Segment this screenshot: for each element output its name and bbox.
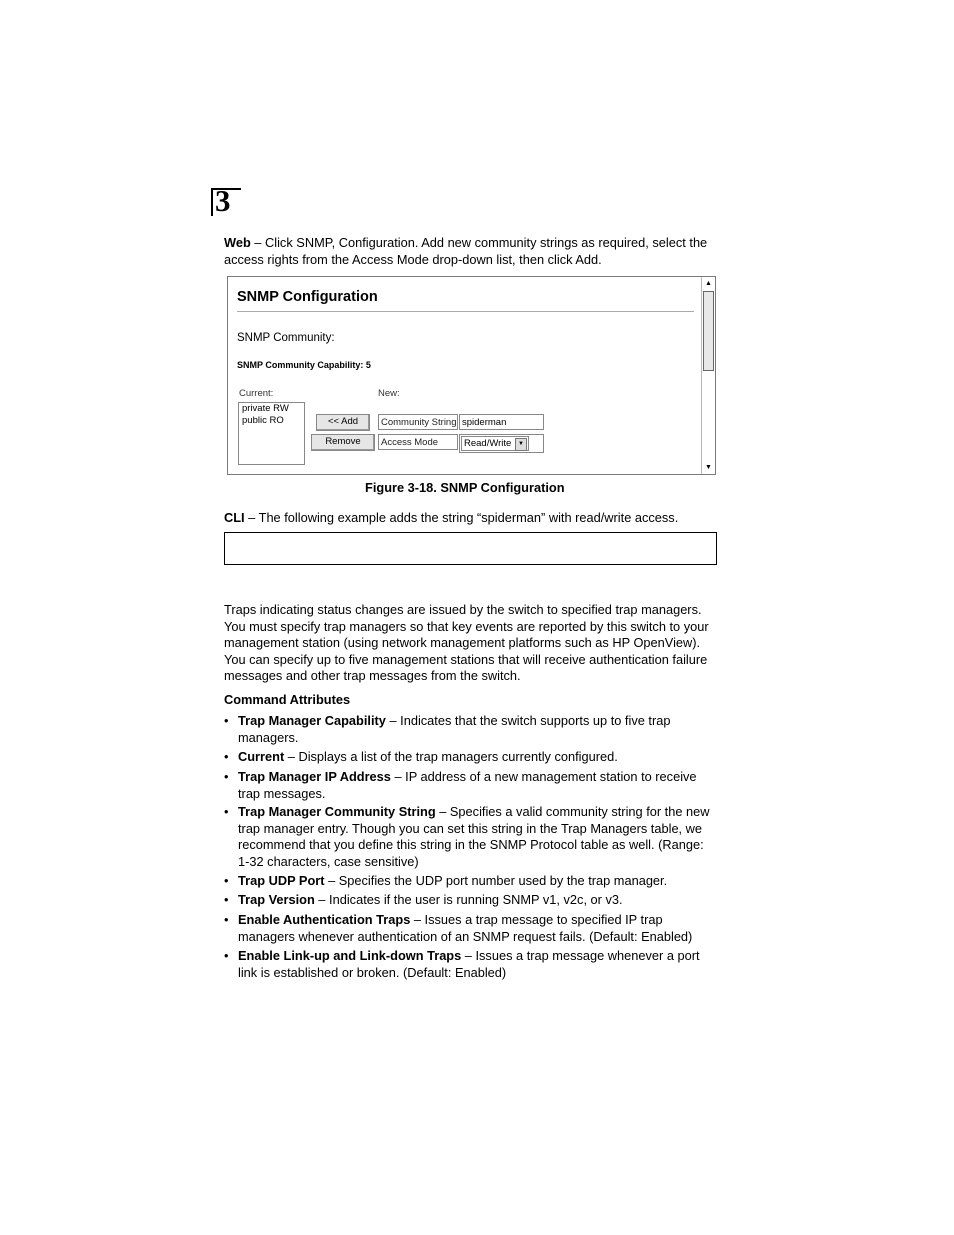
access-mode-value: Read/Write [464, 438, 512, 449]
list-item [224, 892, 716, 909]
cli-instructions [224, 510, 716, 527]
chevron-down-icon[interactable]: ▼ [515, 438, 527, 451]
attribute-term: Enable Link-up and Link-down Traps [238, 948, 462, 963]
list-item [224, 769, 716, 802]
attribute-term: Trap Manager Community String [238, 804, 436, 819]
cli-text: – The following example adds the string “spiderman” with read/write access. [244, 510, 679, 525]
attribute-term: Trap Manager IP Address [238, 769, 391, 784]
access-mode-select[interactable] [461, 436, 529, 451]
title-divider [237, 311, 694, 312]
list-item [224, 804, 716, 870]
traps-description: Traps indicating status changes are issued by the switch to specified trap managers. You must specify trap managers so that key events are reported by this switch to your management station (using network management platforms such as HP OpenView). You can specify up to five management stations that will receive authentication failure messages and other trap messages from the switch. [224, 602, 709, 683]
scroll-up-icon[interactable]: ▲ [705, 280, 712, 287]
web-instructions [224, 235, 716, 268]
attribute-desc: – Indicates that the switch supports up to five trap managers. [238, 713, 671, 745]
command-attributes-heading: Command Attributes [224, 692, 351, 707]
snmp-config-screenshot [227, 276, 716, 475]
web-text: – Click SNMP, Configuration. Add new community strings as required, select the access rights from the Access Mode drop-down list, then click Add. [224, 235, 708, 267]
scroll-down-icon[interactable]: ▼ [705, 464, 712, 471]
attribute-desc: – IP address of a new management station to receive trap messages. [238, 769, 697, 801]
vertical-scrollbar[interactable] [701, 277, 715, 474]
attribute-desc: – Issues a trap message to specified IP trap managers whenever authentication of an SNMP request fails. (Default: Enabled) [238, 912, 693, 944]
page-title: SNMP Configuration [237, 289, 378, 305]
bullet: • [224, 804, 229, 819]
bullet: • [224, 713, 229, 728]
attribute-desc: – Indicates if the user is running SNMP v1, v2c, or v3. [314, 892, 623, 907]
scrollbar-thumb[interactable] [703, 291, 714, 371]
community-string-label: Community String [378, 414, 458, 430]
cli-lead: CLI [224, 510, 245, 525]
attribute-desc: – Specifies the UDP port number used by the trap manager. [324, 873, 668, 888]
current-community-list[interactable] [238, 402, 305, 465]
chapter-number-text: 3 [215, 183, 231, 218]
figure-caption: Figure 3-18. SNMP Configuration [365, 480, 565, 495]
current-label: Current: [239, 388, 274, 399]
attribute-desc: – Issues a trap message whenever a port link is established or broken. (Default: Enabled) [238, 948, 700, 980]
bullet: • [224, 948, 229, 963]
attribute-term: Trap Version [238, 892, 315, 907]
community-string-input[interactable]: spiderman [459, 414, 544, 430]
attribute-term: Trap UDP Port [238, 873, 325, 888]
attribute-desc: – Displays a list of the trap managers currently configured. [284, 749, 618, 764]
bullet: • [224, 769, 229, 784]
list-item[interactable]: public RO [242, 414, 284, 426]
access-mode-label: Access Mode [378, 434, 458, 450]
list-item [224, 873, 716, 890]
add-button[interactable]: << Add [316, 414, 370, 431]
bullet: • [224, 873, 229, 888]
cli-example-box [224, 532, 717, 565]
list-item[interactable]: private RW [242, 403, 289, 414]
attribute-term: Trap Manager Capability [238, 713, 386, 728]
attribute-desc: – Specifies a valid community string for the new trap manager entry. Though you can set this string in the Trap Managers table, we recommend that you define this string in the SNMP Protocol table as well. (Range: 1-32 characters, case sensitive) [238, 804, 710, 869]
web-lead: Web [224, 235, 251, 250]
new-label: New: [378, 388, 400, 399]
chapter-number [211, 183, 241, 218]
list-item [224, 749, 716, 766]
bullet: • [224, 912, 229, 927]
attribute-term: Current [238, 749, 285, 764]
remove-button[interactable]: Remove [311, 434, 375, 451]
list-item [224, 948, 716, 981]
bullet: • [224, 749, 229, 764]
access-mode-cell [459, 434, 544, 453]
list-item [224, 713, 716, 746]
bullet: • [224, 892, 229, 907]
attribute-term: Enable Authentication Traps [238, 912, 411, 927]
list-item [224, 912, 716, 945]
community-capability: SNMP Community Capability: 5 [237, 360, 371, 370]
community-heading: SNMP Community: [237, 332, 335, 344]
